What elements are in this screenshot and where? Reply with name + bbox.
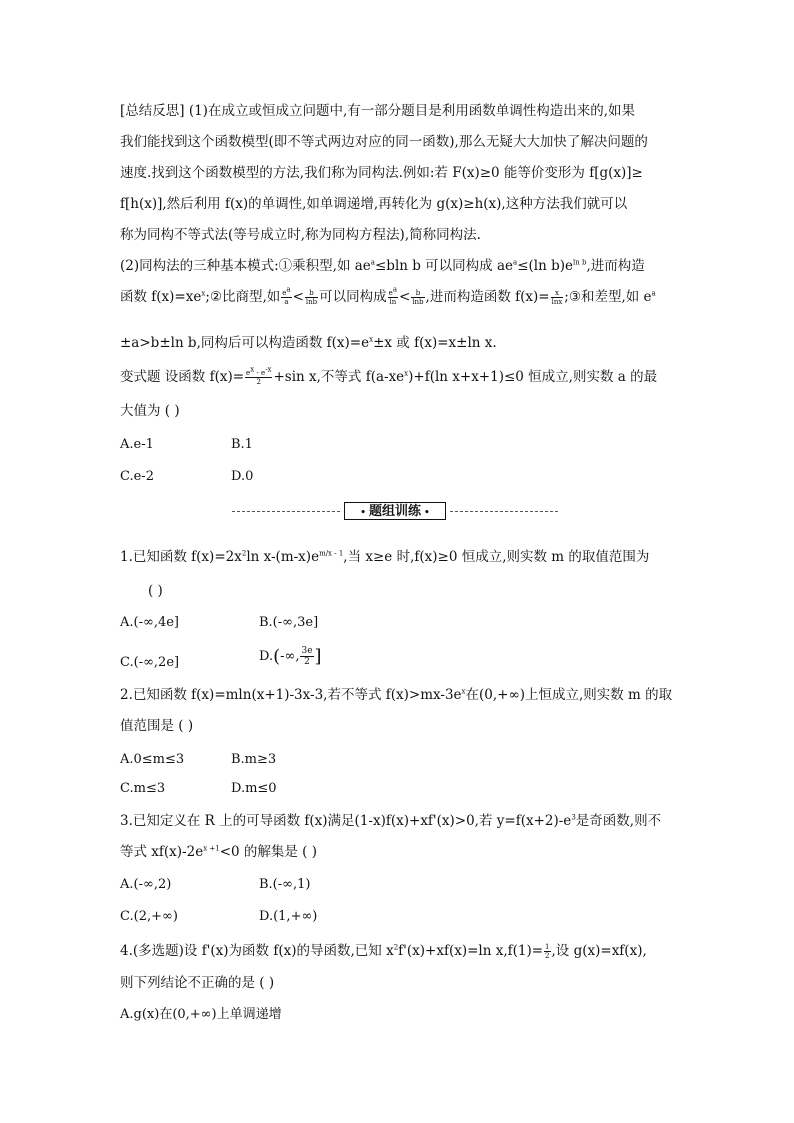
question-3-line-2: 等式 $xf(x)-2e^{x +1}<0$ 的解集是 ( ) [120, 844, 318, 860]
variant-line-1: 变式题 设函数 f(x)= $\frac{e^x - e^{-x}}{2}$ +sin x,不等式 $f(a-xe^x)+f(\ln$ x+x+1)≤0 恒成立,则实数 a 的最 [120, 365, 658, 386]
option-b[interactable]: B.1 [231, 437, 253, 452]
option-b[interactable]: B.(-∞,3e] [259, 615, 319, 630]
variant-line-2: 大值为 ( ) [120, 403, 180, 419]
question-2-line-1: 2.已知函数 f(x)=mln(x+1)-3x-3,若不等式 $f(x)>mx-3e^x$在(0,+∞)上恒成立,则实数 m 的取 [120, 687, 673, 703]
question-4-line-1: 4.(多选题)设 f'(x)为函数 f(x)的导函数,已知 $x^2f'(x)+xf(x)=\ln$ x,f(1)= $\frac{1}{2}$ ,设 g(x)=xf(x), [120, 943, 647, 960]
summary-line-6: (2)同构法的三种基本模式:①乘积型,如 $ae^a\le bln$ b 可以同构成 $ae^a\le(\ln$ $b)e^{ln b}$,进而构造 [120, 258, 645, 274]
divider-line [232, 511, 340, 512]
option-c[interactable]: C.m≤3 [120, 781, 166, 796]
fraction: $\frac{3e}{2}$ [301, 646, 313, 667]
question-2-line-2: 值范围是 ( ) [120, 718, 194, 734]
option-d[interactable]: D.(1,+∞) [259, 909, 318, 924]
option-c[interactable]: C.(-∞,2e] [120, 655, 180, 670]
option-b[interactable]: B.m≥3 [231, 752, 277, 767]
fraction: $\frac{b}{\ln b}$ [412, 289, 424, 306]
option-a[interactable]: A.e-1 [120, 437, 154, 452]
section-title: • 题组训练 • [344, 502, 446, 520]
summary-line-7: 函数 $f(x)=xe^x;②$比商型,如 $\frac{e^a}{a}$ < $\frac{b}{\ln b}$ 可以同构成 $\frac{e^a}{\ln}$ < $\frac{b}{\ln b}$ ,进而构造函数 f(x)= $\frac{x}{\ln x}$ ;③和差型,如 $e^a$ [120, 285, 656, 306]
summary-line-3: 速度.找到这个函数模型的方法,我们称为同构法.例如:若 F(x)≥0 能等价变形为 f[g(x)]≥ [120, 165, 643, 181]
summary-line-8: ±a>b±ln b,同构后可以构造函数 $f(x)=e^x\pm x$ 或 f(x)=x±ln x. [120, 335, 497, 351]
option-a[interactable]: A.(-∞,4e] [120, 615, 179, 630]
option-a[interactable]: A.0≤m≤3 [120, 752, 185, 767]
fraction: $\frac{x}{\ln x}$ [551, 289, 563, 306]
fraction: $\frac{1}{2}$ [545, 943, 550, 960]
summary-line-4: f[h(x)],然后利用 f(x)的单调性,如单调递增,再转化为 g(x)≥h(x),这种方法我们就可以 [120, 196, 628, 212]
question-1-line-1: 1.已知函数 $f(x)=2x^2\ln$ $x-(m-x)e^{m/x - 1}$,当 x≥e 时,f(x)≥0 恒成立,则实数 m 的取值范围为 [120, 549, 650, 565]
fraction: $\frac{e^x - e^{-x}}{2}$ [246, 365, 272, 386]
summary-line-5: 称为同构不等式法(等号成立时,称为同构方程法),简称同构法. [120, 227, 481, 243]
divider-line [450, 511, 558, 512]
question-4-line-2: 则下列结论不正确的是 ( ) [120, 975, 275, 991]
option-d[interactable]: D.0 [231, 469, 254, 484]
fraction: $\frac{e^a}{\ln}$ [388, 285, 397, 306]
option-b[interactable]: B.(-∞,1) [259, 877, 311, 892]
fraction: $\frac{b}{\ln b}$ [305, 289, 318, 306]
question-3-line-1: 3.已知定义在 R 上的可导函数 f(x)满足(1-x)f(x)+xf'(x)>0,若 $y=f(x+2)-e^3$是奇函数,则不 [120, 813, 662, 829]
option-d[interactable]: D.m≤0 [231, 781, 277, 796]
question-1-line-2: ( ) [148, 583, 163, 599]
summary-line-2: 我们能找到这个函数模型(即不等式两边对应的同一函数),那么无疑大大加快了解决问题的 [120, 134, 648, 150]
section-divider [232, 502, 558, 522]
option-c[interactable]: C.(2,+∞) [120, 909, 178, 924]
fraction: $\frac{e^a}{a}$ [282, 285, 291, 306]
option-a[interactable]: A.g(x)在(0,+∞)上单调递增 [120, 1007, 282, 1022]
option-d[interactable]: D.(-∞, $\frac{3e}{2}$ ] [259, 645, 322, 667]
summary-line-1: [总结反思] (1)在成立或恒成立问题中,有一部分题目是利用函数单调性构造出来的,如果 [120, 103, 636, 119]
option-c[interactable]: C.e-2 [120, 469, 154, 484]
option-a[interactable]: A.(-∞,2) [120, 877, 172, 892]
